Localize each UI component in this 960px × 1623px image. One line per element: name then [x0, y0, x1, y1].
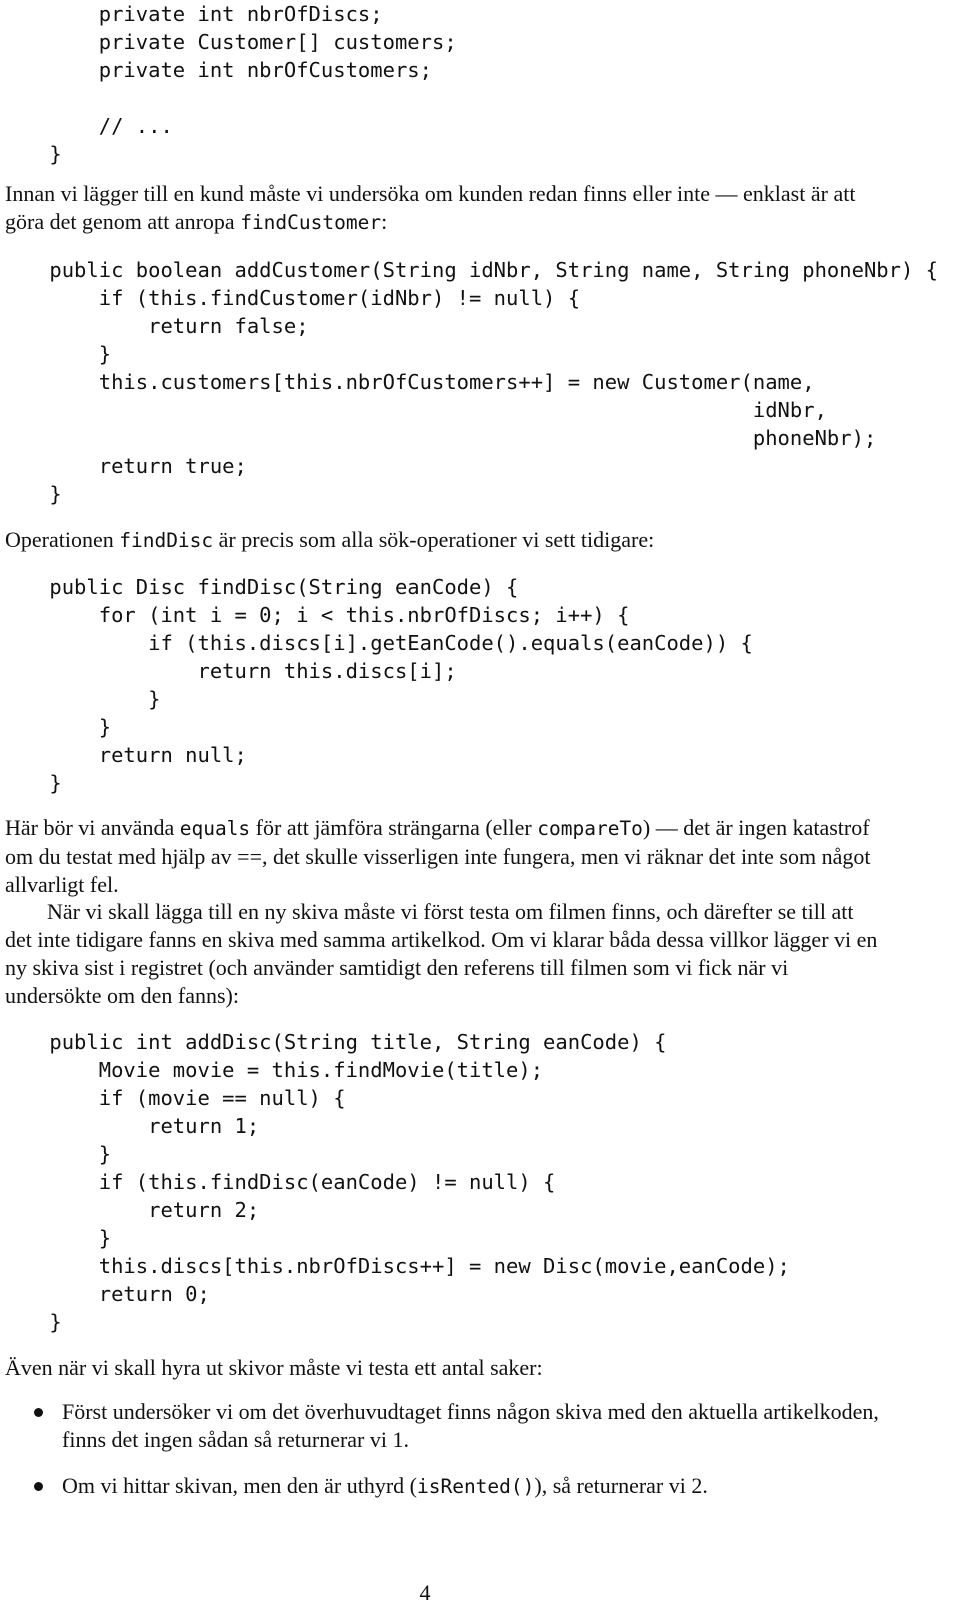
- code-line: return 2;: [0, 1198, 260, 1222]
- code-line: private Customer[] customers;: [0, 30, 457, 54]
- inline-code: compareTo: [537, 817, 643, 840]
- list-item-text: Om vi hittar skivan, men den är uthyrd (: [62, 1473, 417, 1498]
- code-line: public boolean addCustomer(String idNbr, String name, String phoneNbr) {: [0, 258, 938, 282]
- code-line: if (this.findCustomer(idNbr) != null) {: [0, 286, 581, 310]
- code-line: public Disc findDisc(String eanCode) {: [0, 575, 519, 599]
- code-line: return 1;: [0, 1114, 260, 1138]
- code-line: if (this.findDisc(eanCode) != null) {: [0, 1170, 556, 1194]
- inline-code: findDisc: [119, 529, 214, 552]
- code-line: return true;: [0, 454, 247, 478]
- paragraph-rent-intro: Även när vi skall hyra ut skivor måste vi testa ett antal saker:: [5, 1355, 543, 1380]
- bullet-icon: [34, 1408, 43, 1417]
- list-item: [0, 1398, 900, 1454]
- code-line: private int nbrOfCustomers;: [0, 58, 432, 82]
- paragraph-text: Operationen: [5, 527, 120, 552]
- code-line: return null;: [0, 743, 247, 767]
- code-line: }: [0, 342, 112, 366]
- bullet-icon: [34, 1482, 43, 1491]
- code-line: return this.discs[i];: [0, 659, 457, 683]
- code-line: if (movie == null) {: [0, 1086, 346, 1110]
- paragraph-equals-note: [5, 814, 885, 899]
- code-line: }: [0, 687, 161, 711]
- list-item-text: Först undersöker vi om det överhuvudtaget finns någon skiva med den aktuella artikelkoden, finns det ingen sådan så returnerar vi 1.: [62, 1399, 879, 1452]
- paragraph-text: är precis som alla sök-operationer vi sett tidigare:: [213, 527, 655, 552]
- code-block-add-customer: [0, 256, 938, 508]
- code-line: }: [0, 1310, 62, 1334]
- code-line: this.discs[this.nbrOfDiscs++] = new Disc(movie,eanCode);: [0, 1254, 790, 1278]
- code-line: private int nbrOfDiscs;: [0, 2, 383, 26]
- code-line: }: [0, 1142, 112, 1166]
- page-number: 4: [419, 1580, 431, 1605]
- code-line: this.customers[this.nbrOfCustomers++] = new Customer(name,: [0, 370, 815, 394]
- paragraph-text: Här bör vi använda: [5, 815, 180, 840]
- code-line: phoneNbr);: [0, 426, 877, 450]
- paragraph-add-customer-intro: [5, 180, 885, 237]
- bullet-list: [0, 1398, 900, 1519]
- list-item-text: ), så returnerar vi 2.: [534, 1473, 708, 1498]
- code-line: }: [0, 715, 112, 739]
- inline-code: equals: [179, 817, 251, 840]
- paragraph-text: för att jämföra strängarna (eller: [250, 815, 538, 840]
- code-block-add-disc: [0, 1028, 790, 1336]
- code-line: // ...: [0, 114, 173, 138]
- paragraph-text: Innan vi lägger till en kund måste vi undersöka om kunden redan finns eller inte — enklast är att göra det genom att anropa: [5, 181, 856, 234]
- code-line: return 0;: [0, 1282, 210, 1306]
- code-line: idNbr,: [0, 398, 827, 422]
- code-block-fields: [0, 0, 457, 168]
- inline-code: findCustomer: [240, 211, 382, 234]
- code-line: Movie movie = this.findMovie(title);: [0, 1058, 544, 1082]
- paragraph-text: ) — det är ingen katastrof om du testat med hjälp av ==, det skulle visserligen inte fungera, men vi räknar det inte som något allvarligt fel.: [5, 815, 871, 897]
- list-item: [0, 1472, 900, 1501]
- paragraph-find-disc-intro: [5, 526, 885, 555]
- code-line: }: [0, 482, 62, 506]
- code-line: public int addDisc(String title, String eanCode) {: [0, 1030, 667, 1054]
- code-line: }: [0, 771, 62, 795]
- code-line: }: [0, 142, 62, 166]
- code-line: return false;: [0, 314, 309, 338]
- code-block-find-disc: [0, 573, 753, 797]
- code-line: if (this.discs[i].getEanCode().equals(eanCode)) {: [0, 631, 753, 655]
- code-line: for (int i = 0; i < this.nbrOfDiscs; i++) {: [0, 603, 630, 627]
- paragraph-text: :: [381, 209, 388, 234]
- inline-code: isRented(): [416, 1475, 535, 1498]
- paragraph-add-disc-intro: När vi skall lägga till en ny skiva måste vi först testa om filmen finns, och därefter se till att det inte tidigare fanns en skiva med samma artikelkod. Om vi klarar båda dessa villkor lägger vi en ny skiva sist i registret (och använder samtidigt den referens till filmen som vi fick när vi undersökte om den fanns):: [5, 899, 878, 1008]
- code-line: }: [0, 1226, 112, 1250]
